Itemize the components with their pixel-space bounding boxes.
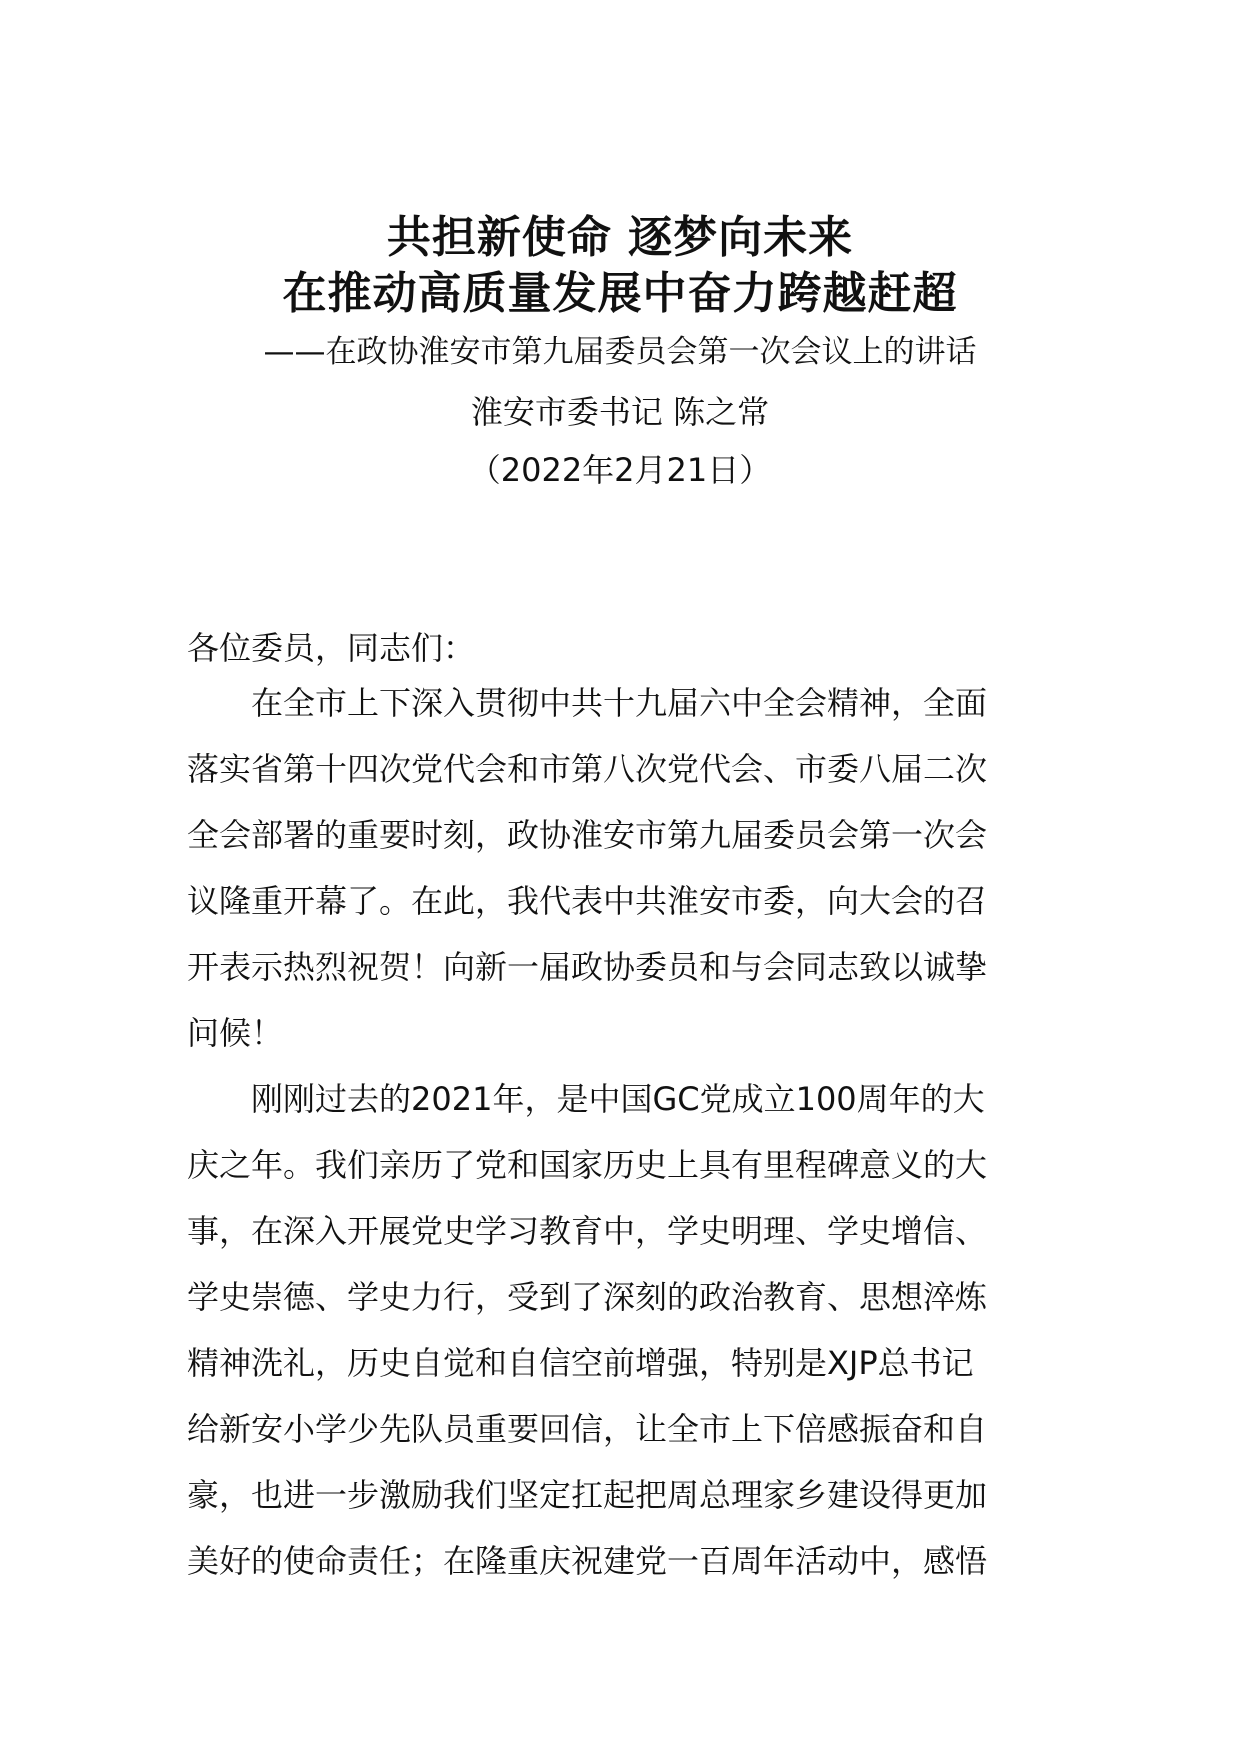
paragraph-line: 精神洗礼，历史自觉和自信空前增强，特别是XJP总书记 — [187, 1344, 974, 1382]
paragraph-line: 学史崇德、学史力行，受到了深刻的政治教育、思想淬炼 — [187, 1278, 988, 1316]
paragraph-line: 全会部署的重要时刻，政协淮安市第九届委员会第一次会 — [187, 816, 988, 854]
paragraph-line: 开表示热烈祝贺！向新一届政协委员和与会同志致以诚挚 — [187, 948, 988, 986]
title-line-2: 在推动高质量发展中奋力跨越赶超 — [282, 268, 958, 319]
paragraph — [187, 670, 1053, 1066]
author-line: 淮安市委书记 陈之常 — [470, 393, 770, 431]
salutation: 各位委员，同志们： — [187, 629, 476, 667]
paragraph — [187, 1066, 1053, 1594]
title-line-1: 共担新使命 逐梦向未来 — [386, 212, 854, 263]
paragraph-line: 落实省第十四次党代会和市第八次党代会、市委八届二次 — [187, 750, 988, 788]
date-line: （2022年2月21日） — [468, 451, 772, 489]
paragraph-line: 豪，也进一步激励我们坚定扛起把周总理家乡建设得更加 — [187, 1476, 988, 1514]
paragraph-line: 在全市上下深入贯彻中共十九届六中全会精神，全面 — [251, 684, 988, 722]
paragraph-line: 议隆重开幕了。在此，我代表中共淮安市委，向大会的召 — [187, 882, 988, 920]
paragraph-line: 问候！ — [187, 1014, 284, 1052]
paragraph-line: 庆之年。我们亲历了党和国家历史上具有里程碑意义的大 — [187, 1146, 988, 1184]
paragraph-line: 给新安小学少先队员重要回信，让全市上下倍感振奋和自 — [187, 1410, 988, 1448]
paragraph-line: 刚刚过去的2021年，是中国GC党成立100周年的大 — [251, 1080, 985, 1118]
paragraph-line: 美好的使命责任；在隆重庆祝建党一百周年活动中，感悟 — [187, 1542, 988, 1580]
paragraph-line: 事，在深入开展党史学习教育中，学史明理、学史增信、 — [187, 1212, 988, 1250]
subtitle: ——在政协淮安市第九届委员会第一次会议上的讲话 — [263, 334, 977, 370]
